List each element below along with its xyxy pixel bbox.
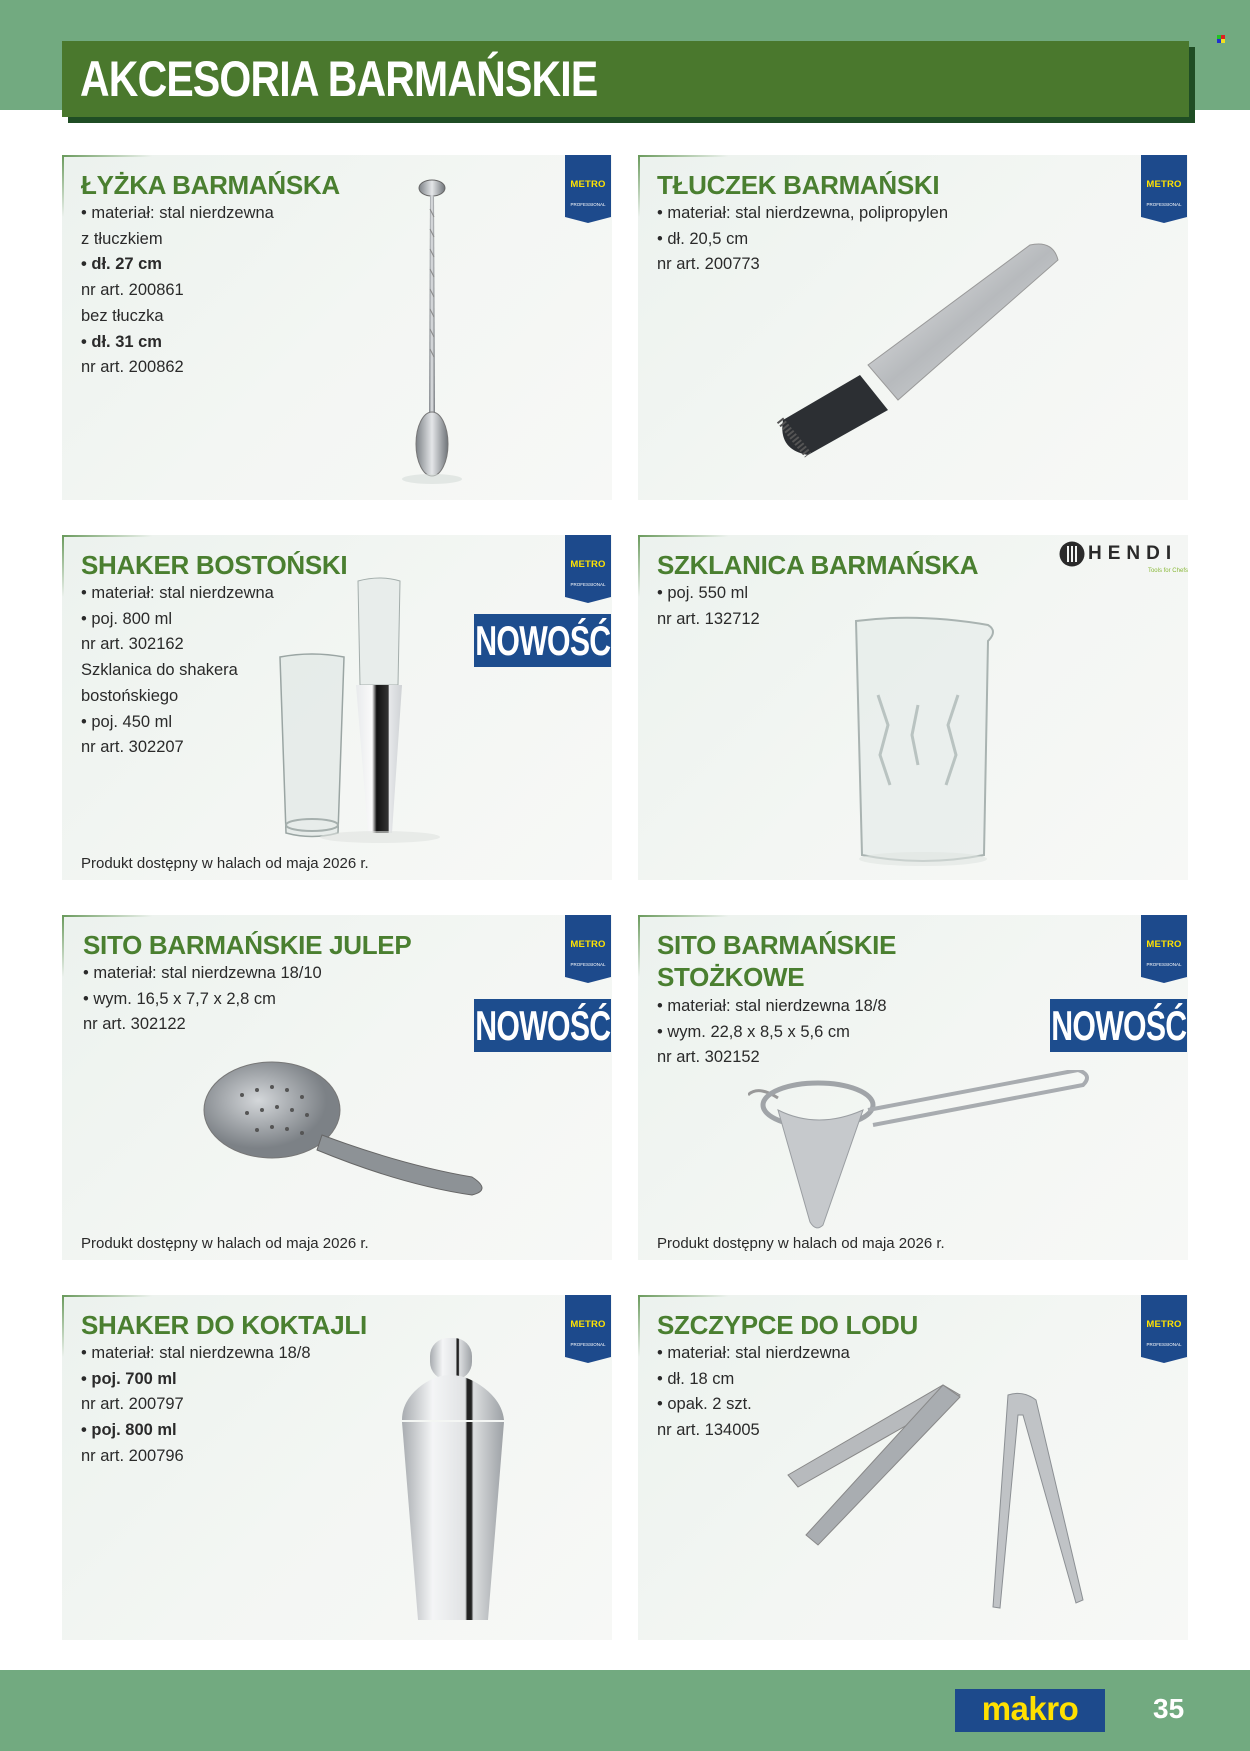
article-number: nr art. 200797	[81, 1395, 184, 1414]
spec-line: Szklanica do shakera	[81, 661, 238, 680]
spec-line: • materiał: stal nierdzewna 18/8	[657, 997, 887, 1015]
availability-note: Produkt dostępny w halach od maja 2026 r.	[81, 1235, 369, 1252]
product-title: ŁYŻKA BARMAŃSKA	[81, 170, 340, 200]
metro-professional-logo: METRO PROFESSIONAL	[565, 915, 611, 983]
spec-line: • materiał: stal nierdzewna	[81, 584, 274, 602]
article-number: nr art. 302122	[83, 1015, 186, 1034]
product-specs	[83, 961, 322, 1038]
product-title: TŁUCZEK BARMAŃSKI	[657, 170, 940, 200]
new-badge: NOWOŚĆ	[1050, 999, 1187, 1052]
article-number: nr art. 200862	[81, 358, 184, 377]
product-card-cocktail-shaker	[62, 1295, 612, 1640]
spec-line: bostońskiego	[81, 686, 179, 705]
spec-line: • poj. 800 ml	[81, 609, 173, 628]
article-number: nr art. 302162	[81, 635, 184, 654]
hendi-logo: HENDI Tools for Chefs	[1058, 541, 1188, 577]
metro-professional-logo: METRO PROFESSIONAL	[565, 1295, 611, 1363]
product-card-julep-strainer	[62, 915, 612, 1260]
product-title: SZCZYPCE DO LODU	[657, 1310, 918, 1340]
article-number: nr art. 200796	[81, 1446, 184, 1465]
article-number: nr art. 200773	[657, 255, 760, 274]
makro-logo: makro	[955, 1689, 1105, 1732]
spec-line: • poj. 700 ml	[81, 1369, 177, 1388]
spec-line: • dł. 18 cm	[657, 1369, 735, 1388]
metro-professional-logo: METRO PROFESSIONAL	[1141, 1295, 1187, 1363]
article-number: nr art. 302152	[657, 1048, 760, 1067]
product-title: SITO BARMAŃSKIE STOŻKOWE	[657, 930, 897, 992]
product-title: SHAKER DO KOKTAJLI	[81, 1310, 367, 1340]
spec-line: • materiał: stal nierdzewna	[81, 204, 274, 222]
spec-line: • poj. 450 ml	[81, 712, 173, 731]
spec-line: bez tłuczka	[81, 306, 164, 325]
product-specs	[81, 1341, 311, 1470]
product-title: SHAKER BOSTOŃSKI	[81, 550, 348, 580]
muddler-image	[768, 235, 1068, 465]
spec-line: • dł. 20,5 cm	[657, 229, 749, 248]
product-specs	[657, 994, 887, 1071]
spec-line: • materiał: stal nierdzewna 18/8	[81, 1344, 311, 1362]
product-card-bar-spoon	[62, 155, 612, 500]
metro-professional-logo: METRO PROFESSIONAL	[1141, 155, 1187, 223]
product-card-muddler	[638, 155, 1188, 500]
product-title: SZKLANICA BARMAŃSKA	[657, 550, 979, 580]
product-specs	[657, 581, 760, 632]
page-title: AKCESORIA BARMAŃSKIE	[80, 51, 598, 107]
new-badge: NOWOŚĆ	[474, 999, 611, 1052]
article-number: nr art. 302207	[81, 738, 184, 757]
cocktail-shaker-image	[392, 1330, 512, 1630]
spec-line: • materiał: stal nierdzewna, polipropylen	[657, 204, 949, 222]
color-squares-icon	[1217, 35, 1225, 43]
metro-professional-logo: METRO PROFESSIONAL	[1141, 915, 1187, 983]
new-badge: NOWOŚĆ	[474, 614, 611, 667]
article-number: nr art. 200861	[81, 281, 184, 300]
product-card-conical-strainer	[638, 915, 1188, 1260]
bar-spoon-image	[392, 169, 472, 489]
conical-strainer-image	[748, 1070, 1148, 1240]
product-title: SITO BARMAŃSKIE JULEP	[83, 930, 412, 960]
article-number: nr art. 132712	[657, 609, 760, 628]
product-specs	[81, 581, 274, 761]
availability-note: Produkt dostępny w halach od maja 2026 r.	[657, 1235, 945, 1252]
article-number: nr art. 134005	[657, 1421, 760, 1440]
spec-line: • poj. 800 ml	[81, 1421, 177, 1440]
product-card-ice-tongs	[638, 1295, 1188, 1640]
ice-tongs-image	[778, 1375, 1098, 1625]
spec-line: • dł. 27 cm	[81, 255, 162, 274]
spec-line: • opak. 2 szt.	[657, 1395, 752, 1414]
page-number: 35	[1153, 1693, 1185, 1724]
product-card-boston-shaker	[62, 535, 612, 880]
spec-line: • materiał: stal nierdzewna 18/10	[83, 964, 322, 982]
spec-line: • materiał: stal nierdzewna	[657, 1344, 850, 1362]
title-bar	[62, 41, 1189, 117]
spec-line: • dł. 31 cm	[81, 332, 162, 351]
product-card-mixing-glass	[638, 535, 1188, 880]
product-specs	[81, 201, 274, 381]
julep-strainer-image	[202, 1055, 502, 1205]
availability-note: Produkt dostępny w halach od maja 2026 r.	[81, 855, 369, 872]
spec-line: • wym. 22,8 x 8,5 x 5,6 cm	[657, 1022, 850, 1041]
mixing-glass-image	[848, 615, 1008, 875]
metro-professional-logo: METRO PROFESSIONAL	[565, 155, 611, 223]
boston-shaker-image	[272, 575, 472, 875]
spec-line: • poj. 550 ml	[657, 584, 749, 602]
spec-line: • wym. 16,5 x 7,7 x 2,8 cm	[83, 989, 276, 1008]
metro-professional-logo: METRO PROFESSIONAL	[565, 535, 611, 603]
spec-line: z tłuczkiem	[81, 229, 163, 248]
